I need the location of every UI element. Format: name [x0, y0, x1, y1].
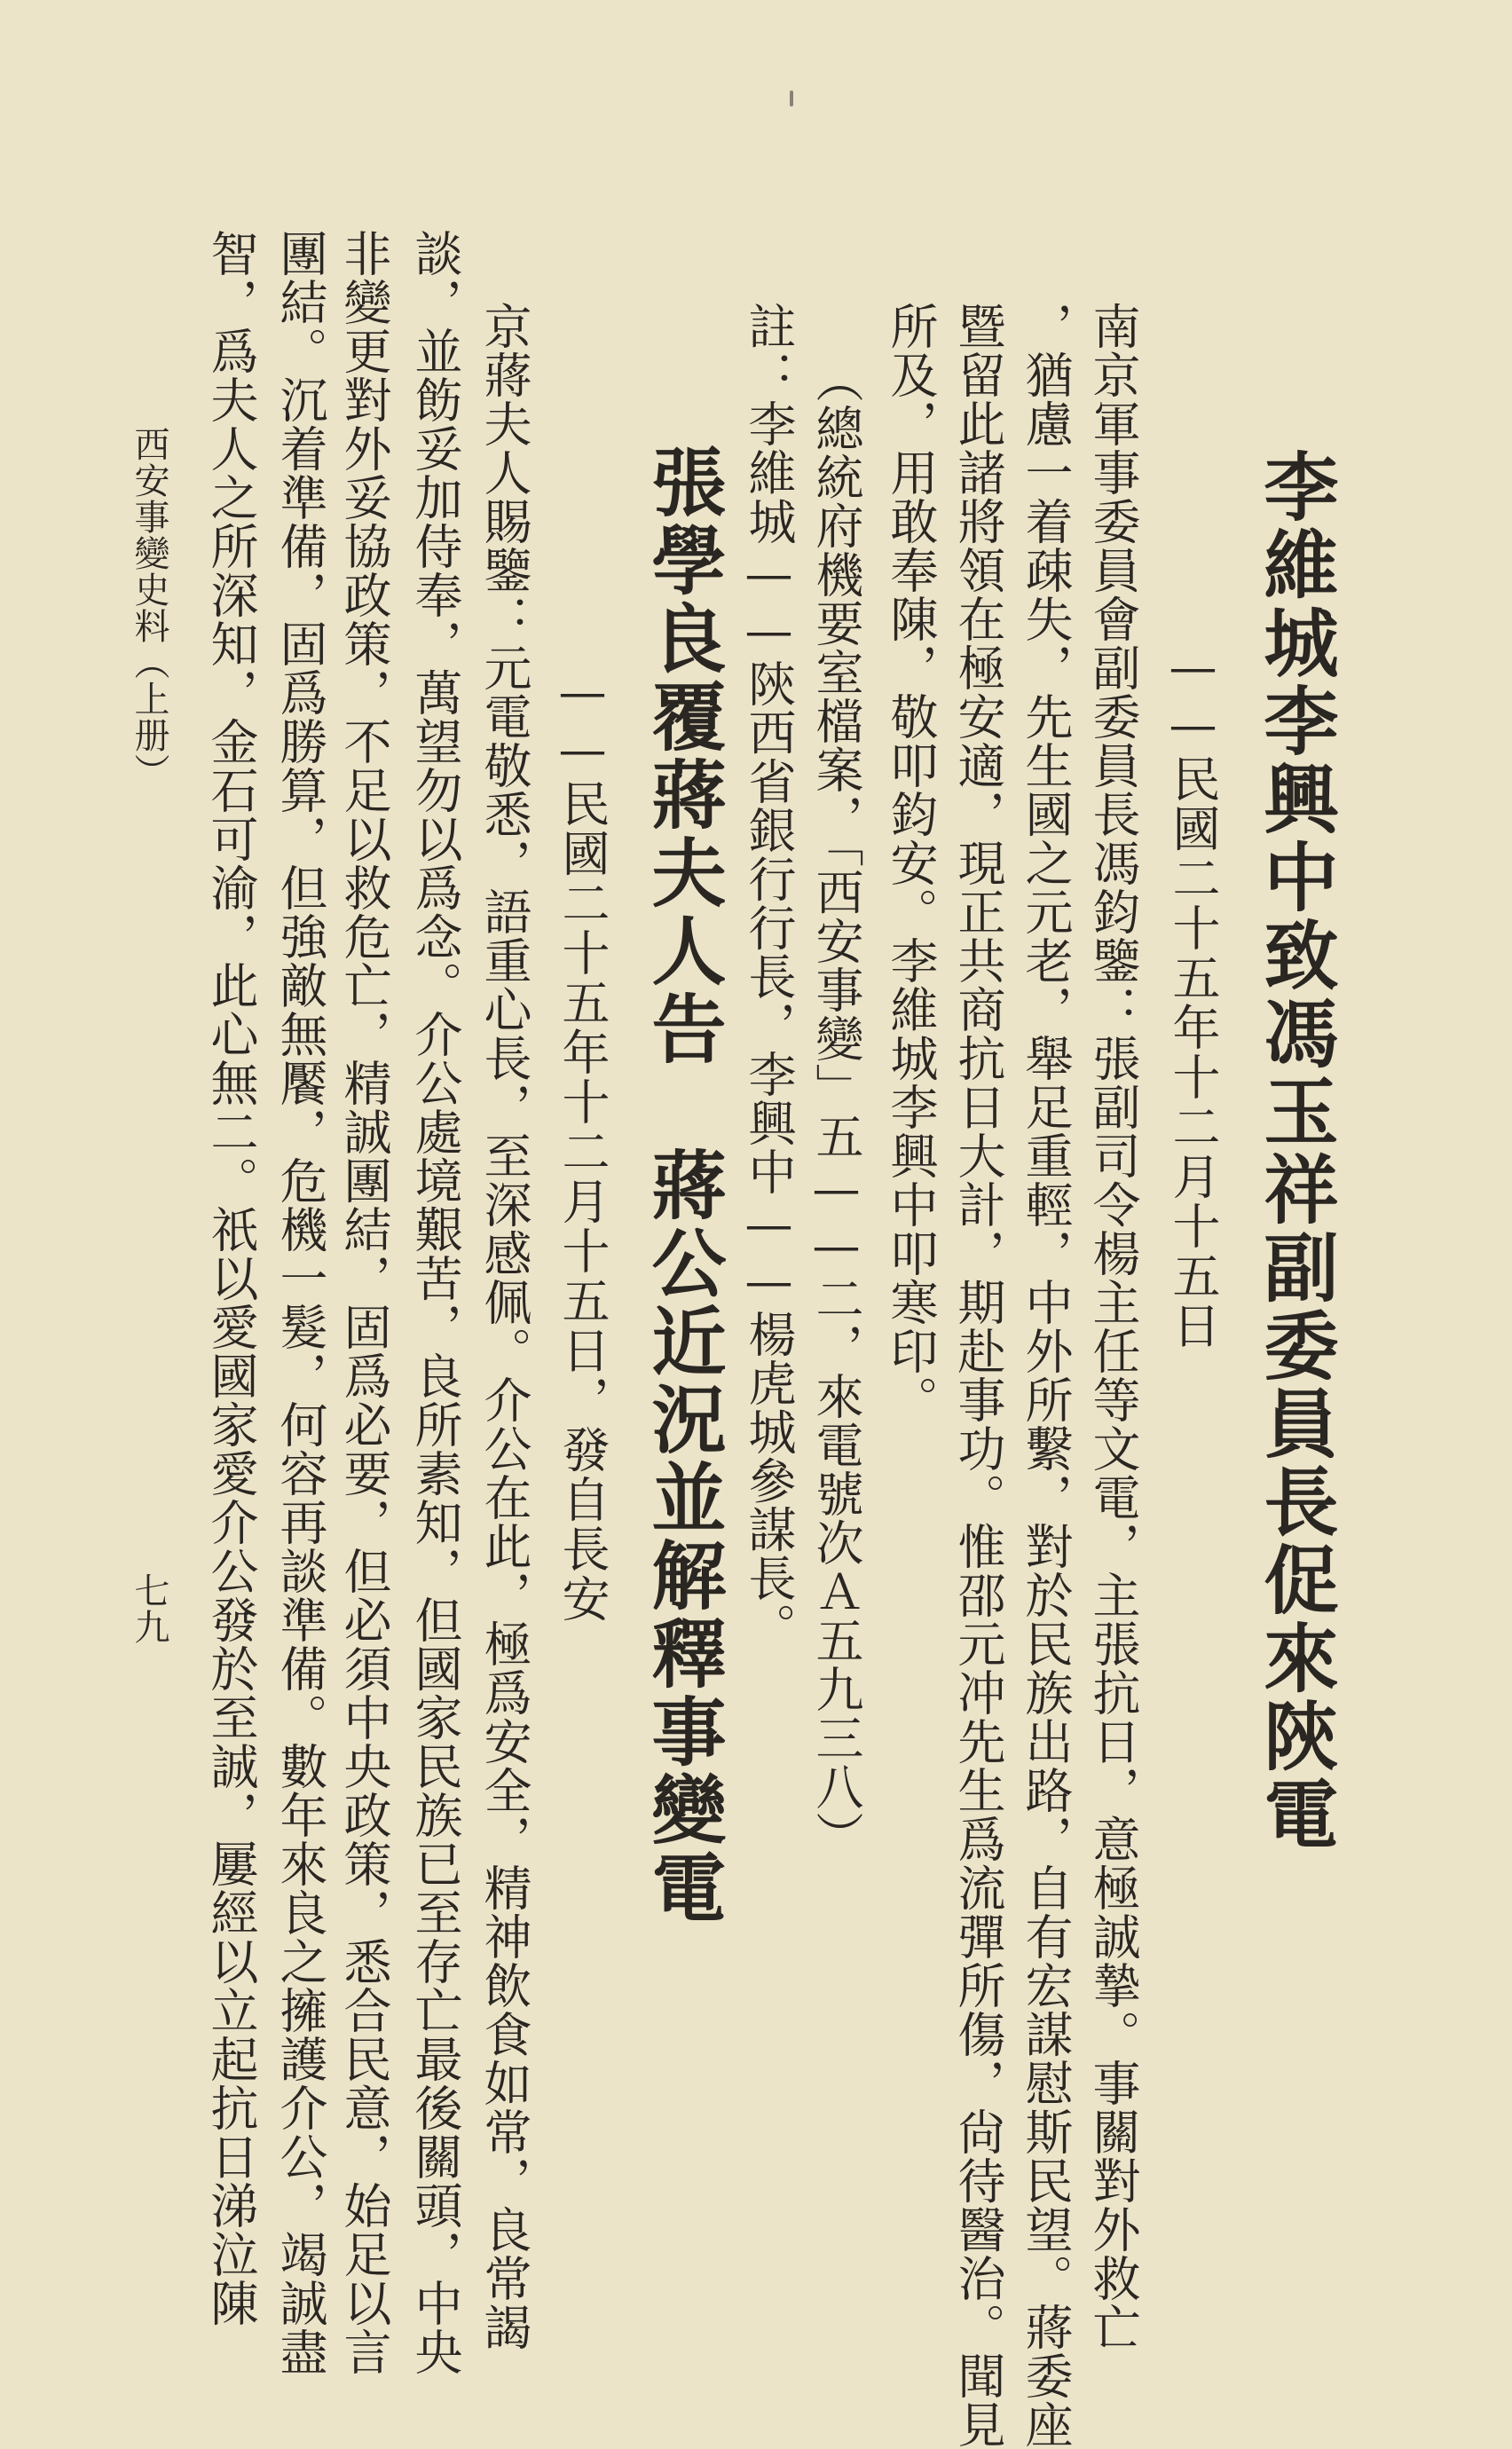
- book-title: 西安事變史料（上册）: [129, 426, 169, 790]
- article2-body-line-3: 非變更對外妥協政策，不足以救危亡，精誠團結，固爲必要，但必須中央政策，悉合民意，始足以言: [336, 229, 392, 2376]
- article2-body-line-5: 智，爲夫人之所深知，金石可渝，此心無二。祇以愛國家愛介公發於至誠，屢經以立起抗日涕泣陳: [203, 229, 259, 2327]
- binding-mark: [790, 91, 793, 106]
- article1-body-line-1: 南京軍事委員會副委員長馮鈞鑒：張副司令楊主任等文電，主張抗日，意極誠摯。事關對外救亡: [1085, 302, 1141, 2351]
- article1-body-line-2: ，猶慮一着疎失，先生國之元老，舉足重輕，中外所繫，對於民族出路，自有宏謀慰斯民望。蔣委座: [1018, 302, 1074, 2449]
- article1-note: 註：李維城——陝西省銀行行長，李興中——楊虎城參謀長。: [741, 302, 797, 1651]
- article1-body-line-3: 暨留此諸將領在極安適，現正共商抗日大計，期赴事功。惟邵元冲先生爲流彈所傷，尙待醫治。聞見: [950, 302, 1006, 2449]
- article1-title: 李維城李興中致馮玉祥副委員長促來陝電: [1252, 448, 1340, 1854]
- article2-body-line-4: 團結。沉着準備，固爲勝算，但強敵無饜，危機一髮，何容再談準備。數年來良之擁護介公，竭誠盡: [272, 229, 328, 2376]
- article2-title: 張學良覆蔣夫人告 蔣公近況並解釋事變電: [640, 444, 728, 1927]
- article1-source: （總統府機要室檔案，「西安事變」五——二，來電號次Ａ五九三八）: [808, 355, 864, 1860]
- article2-date: ——民國二十五年十二月十五日，發自長安: [555, 664, 610, 1624]
- article1-date: ——民國二十五年十二月十五日: [1165, 639, 1221, 1350]
- page-number: 七九: [129, 1572, 169, 1645]
- article1-body-line-4: 所及，用敢奉陳，敬叩鈞安。李維城李興中叩寒印。: [883, 302, 939, 1424]
- article2-body-line-2: 談，並飭妥加侍奉，萬望勿以爲念。介公處境艱苦，良所素知，但國家民族已至存亡最後關頭，中央: [407, 229, 463, 2376]
- article2-body-line-1: 京蔣夫人賜鑒：元電敬悉，語重心長，至深感佩。介公在此，極爲安全，精神飲食如常，良常謁: [476, 302, 532, 2351]
